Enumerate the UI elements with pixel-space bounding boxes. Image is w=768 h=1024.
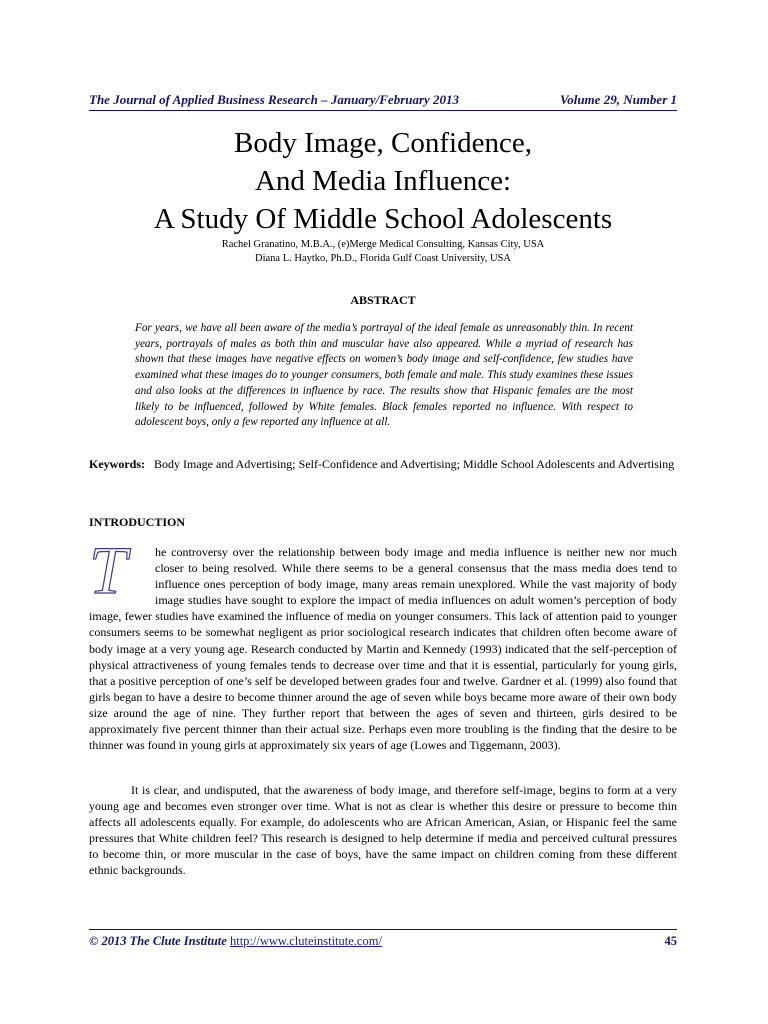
author-list (89, 238, 677, 266)
page-number: 45 (664, 934, 677, 948)
keywords-text: Body Image and Advertising; Self-Confidence and Advertising; Middle School Adolescents and Advertising (154, 457, 675, 471)
introduction-heading: INTRODUCTION (89, 515, 186, 529)
page-footer (89, 934, 677, 952)
title-line-1: Body Image, Confidence, (234, 127, 532, 159)
keywords-label: Keywords: (89, 457, 145, 471)
article-title (89, 124, 677, 238)
publisher-link[interactable]: http://www.cluteinstitute.com/ (229, 934, 382, 948)
copyright-text: © 2013 The Clute Institute (89, 934, 227, 948)
footer-copyright (89, 934, 382, 949)
introduction-paragraph-2: It is clear, and undisputed, that the awareness of body image, and therefore self-image, begins to form at a very young age and becomes even stronger over time. What is not as clear is whether this desire or pressure to become thin affects all adolescents equally. For example, do adolescents who are African American, Asian, or Hispanic feel the same pressures that White children feel? This research is designed to help determine if media and perceived cultural pressures to become thin, or more muscular in the case of boys, have the same impact on children coming from these different ethnic backgrounds. (89, 783, 677, 878)
volume-number: Volume 29, Number 1 (559, 92, 677, 107)
title-line-3: A Study Of Middle School Adolescents (153, 203, 613, 235)
footer-divider (89, 929, 677, 930)
introduction-body (89, 532, 677, 753)
header-divider (89, 110, 677, 111)
abstract-heading: ABSTRACT (350, 293, 416, 307)
abstract-text: For years, we have all been aware of the media’s portrayal of the ideal female as unreasonably thin. In recent years, portrayals of males as both thin and muscular have also appeared. While a myriad of research has shown that these images have negative effects on women’s body image and self-confidence, few studies have examined what these images do to younger consumers, both female and male. This study examines these issues and also looks at the differences in influence by race. The results show that Hispanic females are the most likely to be influenced, followed by White females. Black females reported no influence. With respect to adolescent boys, only a few reported any influence at all. (135, 322, 633, 429)
abstract-body (135, 321, 633, 431)
keywords (89, 457, 677, 472)
introduction-paragraph-1: he controversy over the relationship between body image and media influence is neither new nor much closer to being resolved. While there seems to be a general consensus that the mass media does tend to influence ones perception of body image, many areas remain unexplored. While the vast majority of body image studies have sought to explore the impact of media influences on adult women’s perception of body image, fewer studies have examined the influence of media on younger consumers. This lack of attention paid to younger consumers seems to be somewhat negligent as prior sociological research indicates that children often become aware of body image at a very young age. Research conducted by Martin and Kennedy (1993) indicated that the self-perception of physical attractiveness of young females tends to decrease over time and that it is essential, particularly for young girls, that a positive perception of one’s self be developed between grades four and twelve. Gardner et al. (1999) also found that girls began to have a desire to become thinner around the age of seven while boys became more aware of their own body size around the age of nine. They further report that between the ages of seven and thirteen, girls desired to be approximately five percent thinner than their actual size. Perhaps even more troubling is the finding that the desire to be thinner was found in young girls at approximately six years of age (Lowes and Tiggemann, 2003). (89, 545, 677, 753)
running-header (89, 92, 677, 110)
author-1: Rachel Granatino, M.B.A., (e)Merge Medical Consulting, Kansas City, USA (221, 239, 545, 250)
title-line-2: And Media Influence: (254, 165, 512, 197)
journal-name: The Journal of Applied Business Research – January/February 2013 (89, 92, 460, 107)
drop-cap: T (89, 532, 127, 608)
author-2: Diana L. Haytko, Ph.D., Florida Gulf Coast University, USA (255, 253, 511, 264)
